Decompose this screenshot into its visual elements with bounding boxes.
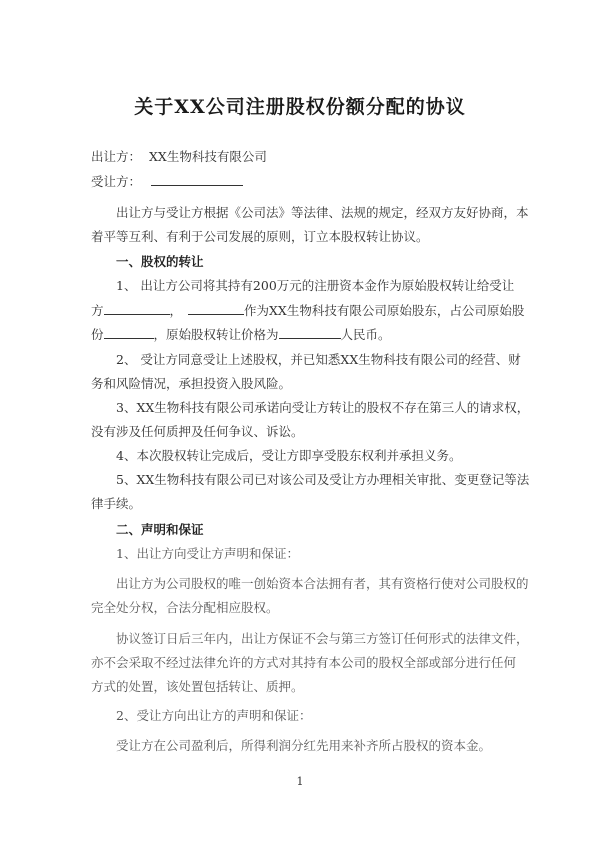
- s2-sub-2: 2、受让方向出让方的声明和保证：: [116, 708, 312, 723]
- transferor-name: XX生物科技有限公司: [149, 149, 267, 164]
- transferor-line: [91, 149, 267, 165]
- section-2-heading: 二、声明和保证: [116, 522, 204, 537]
- intro-line-2: 着平等互利、有利于公司发展的原则，订立本股权转让协议。: [91, 229, 429, 244]
- s2-para-2-line-3: 方式的处置，该处置包括转让、质押。: [91, 679, 304, 694]
- s1-item-3-line-2: 没有涉及任何质押及任何争议、诉讼。: [91, 424, 304, 439]
- section-1-heading: 一、股权的转让: [116, 254, 204, 269]
- s1-item-4-line-1: 4、本次股权转让完成后，受让方即享受股东权利并承担义务。: [116, 448, 462, 463]
- s2-para-2-line-2: 亦不会采取不经过法律允许的方式对其持有本公司的股权全部或部分进行任何: [91, 655, 517, 670]
- s1-item-1-line-3: [91, 326, 391, 343]
- s1-item-3-line-1: 3、XX生物科技有限公司承诺向受让方转让的股权不存在第三人的请求权，: [116, 400, 530, 415]
- s1-item-1-text-a: 方: [91, 303, 104, 318]
- s1-item-1-line-2: [91, 302, 524, 319]
- transferee-name-blank: [151, 173, 243, 186]
- s1-item-1-text-b: ，: [169, 303, 183, 318]
- s1-item-1-line-1: 1、 出让方公司将其持有200万元的注册资本金作为原始股权转让给受让: [116, 278, 515, 293]
- transferee-line: [91, 173, 243, 190]
- s1-item-2-line-1: 2、 受让方同意受让上述股权，并已知悉XX生物科技有限公司的经营、财: [116, 352, 521, 367]
- s1-item-1-text-f: 人民币。: [340, 327, 391, 342]
- transfer-price-blank: [279, 326, 341, 339]
- s2-para-3-line-1: 受让方在公司盈利后，所得利润分红先用来补齐所占股权的资本金。: [116, 738, 492, 753]
- s1-item-1-text-c: 作为XX生物科技有限公司原始股东，占公司原始股: [244, 303, 525, 318]
- s2-para-1-line-1: 出让方为公司股权的唯一创始资本合法拥有者，其有资格行使对公司股权的: [116, 576, 529, 591]
- s2-para-1-line-2: 完全处分权，合法分配相应股权。: [91, 600, 279, 615]
- page-number: 1: [296, 775, 304, 788]
- transferee-label: 受让方：: [91, 174, 142, 189]
- transferee-blank: [104, 302, 170, 315]
- s1-item-1-text-e: ，原始股权转让价格为: [153, 327, 279, 342]
- s1-item-5-line-2: 律手续。: [91, 496, 142, 511]
- s1-item-2-line-2: 务和风险情况，承担投资入股风险。: [91, 376, 292, 391]
- share-percent-blank: [104, 326, 154, 339]
- s2-sub-1: 1、出让方向受让方声明和保证：: [116, 546, 299, 561]
- intro-line-1: 出让方与受让方根据《公司法》等法律、法规的规定，经双方友好协商，本: [116, 205, 529, 220]
- s1-item-5-line-1: 5、XX生物科技有限公司已对该公司及受让方办理相关审批、变更登记等法: [116, 472, 530, 487]
- s2-para-2-line-1: 协议签订日后三年内，出让方保证不会与第三方签订任何形式的法律文件，: [116, 631, 529, 646]
- s1-item-1-text-d: 份: [91, 327, 104, 342]
- page-title: 关于XX公司注册股权份额分配的协议: [134, 96, 466, 118]
- transferor-label: 出让方：: [91, 149, 142, 164]
- transferee-id-blank: [188, 302, 244, 315]
